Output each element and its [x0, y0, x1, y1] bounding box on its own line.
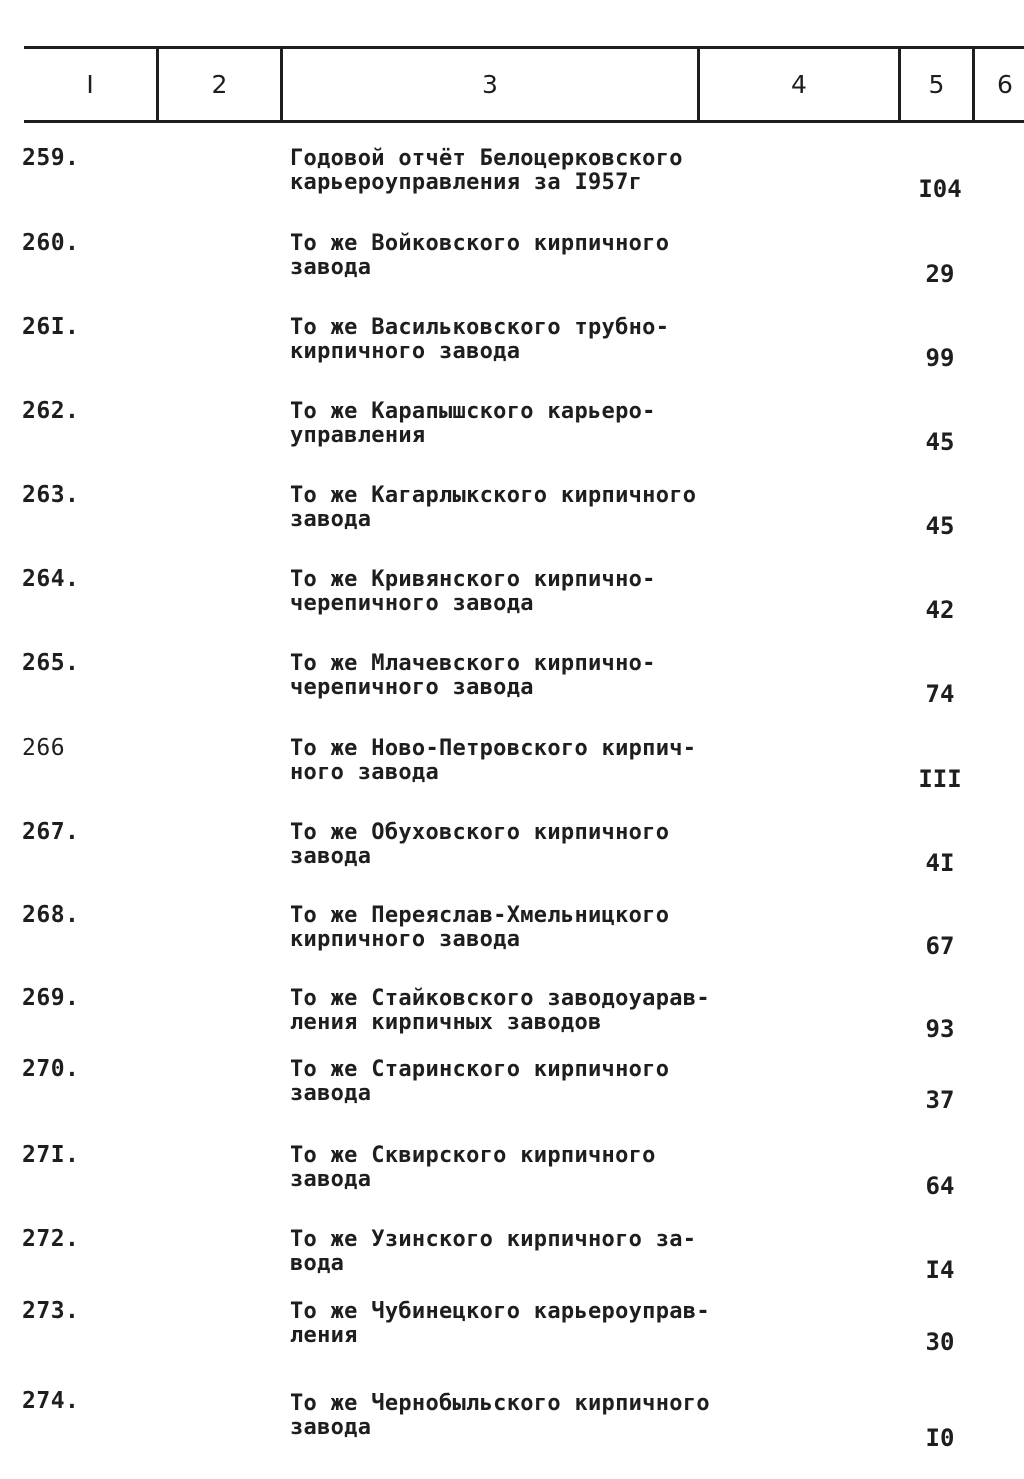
description-line: То же Стайковского заводоуарав- [290, 986, 710, 1011]
row-description [290, 821, 770, 869]
row-description [290, 232, 770, 280]
description-line: Годовой отчёт Белоцерковского [290, 146, 683, 171]
description-line: То же Ново-Петровского кирпич- [290, 736, 697, 761]
column-header-3: 3 [482, 70, 498, 99]
row-number: 274. [22, 1388, 80, 1414]
row-number: 265. [22, 650, 80, 676]
row-number: 262. [22, 398, 80, 424]
header-bottom-rule [24, 120, 1024, 123]
description-line: карьероуправления за I957г [290, 170, 643, 195]
sheet-count: I04 [918, 175, 962, 203]
sheet-count: I0 [925, 1424, 955, 1452]
sheet-count: 45 [925, 512, 955, 540]
row-description [290, 1058, 770, 1106]
description-line: завода [290, 1167, 372, 1192]
description-line: завода [290, 844, 372, 869]
column-header-1: I [86, 70, 94, 99]
sheet-count: 4I [925, 849, 955, 877]
description-line: То же Васильковского трубно- [290, 315, 670, 340]
row-description [290, 147, 770, 195]
row-number: 272. [22, 1226, 80, 1252]
column-header-6: 6 [997, 70, 1013, 99]
description-line: То же Обуховского кирпичного [290, 820, 670, 845]
description-line: кирпичного завода [290, 927, 521, 952]
row-number: 263. [22, 482, 80, 508]
description-line: ления [290, 1323, 358, 1348]
description-line: То же Узинского кирпичного за- [290, 1227, 697, 1252]
sheet-count: 67 [925, 932, 955, 960]
row-description [290, 737, 770, 785]
row-description [290, 1392, 770, 1440]
row-description [290, 568, 770, 616]
description-line: ного завода [290, 760, 439, 785]
description-line: То же Млачевского кирпично- [290, 651, 656, 676]
description-line: То же Переяслав-Хмельницкого [290, 903, 670, 928]
sheet-count: I4 [925, 1256, 955, 1284]
description-line: завода [290, 1081, 372, 1106]
row-number: 268. [22, 902, 80, 928]
description-line: То же Карапышского карьеро- [290, 399, 656, 424]
column-header-2: 2 [211, 70, 228, 99]
column-header-5: 5 [928, 70, 945, 99]
sheet-count: 45 [925, 428, 955, 456]
row-description [290, 987, 770, 1035]
row-number: 269. [22, 985, 80, 1011]
description-line: вода [290, 1251, 345, 1276]
row-description [290, 1228, 770, 1276]
description-line: То же Кривянского кирпично- [290, 567, 656, 592]
row-number: 266 [22, 735, 66, 761]
row-number: 273. [22, 1298, 80, 1324]
description-line: кирпичного завода [290, 339, 521, 364]
sheet-count: 93 [925, 1015, 955, 1043]
row-number: 27I. [22, 1142, 80, 1168]
row-description [290, 904, 770, 952]
description-line: черепичного завода [290, 675, 534, 700]
description-line: То же Чубинецкого карьероуправ- [290, 1299, 710, 1324]
row-description [290, 652, 770, 700]
description-line: То же Чернобыльского кирпичного [290, 1391, 710, 1416]
description-line: управления [290, 423, 426, 448]
description-line: То же Сквирского кирпичного [290, 1143, 656, 1168]
sheet-count: 99 [925, 344, 955, 372]
description-line: завода [290, 507, 372, 532]
sheet-count: 64 [925, 1172, 955, 1200]
row-number: 270. [22, 1056, 80, 1082]
sheet-count: 74 [925, 680, 955, 708]
description-line: завода [290, 1415, 372, 1440]
row-number: 26I. [22, 314, 80, 340]
sheet-count: III [918, 765, 962, 793]
row-description [290, 484, 770, 532]
description-line: То же Кагарлыкского кирпичного [290, 483, 697, 508]
row-number: 260. [22, 230, 80, 256]
row-number: 259. [22, 145, 80, 171]
row-description [290, 400, 770, 448]
description-line: ления кирпичных заводов [290, 1010, 602, 1035]
header-top-rule [24, 46, 1024, 49]
row-number: 267. [22, 819, 80, 845]
row-description [290, 1300, 770, 1348]
row-description [290, 1144, 770, 1192]
row-number: 264. [22, 566, 80, 592]
column-header-4: 4 [791, 70, 807, 99]
sheet-count: 42 [925, 596, 955, 624]
description-line: завода [290, 255, 372, 280]
sheet-count: 29 [925, 260, 955, 288]
sheet-count: 37 [925, 1086, 955, 1114]
description-line: То же Старинского кирпичного [290, 1057, 670, 1082]
row-description [290, 316, 770, 364]
sheet-count: 30 [925, 1328, 955, 1356]
description-line: То же Войковского кирпичного [290, 231, 670, 256]
description-line: черепичного завода [290, 591, 534, 616]
